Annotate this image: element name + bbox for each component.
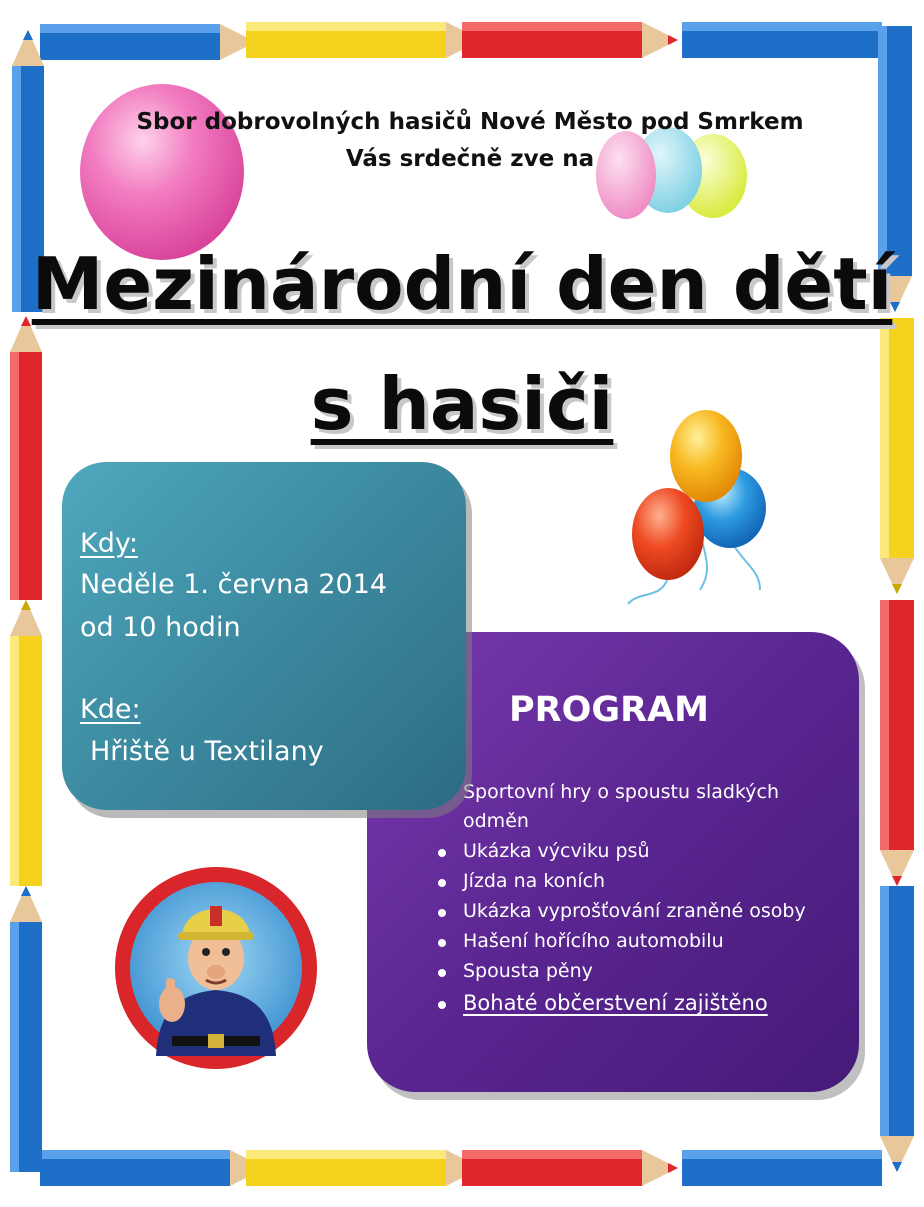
event-place: Hřiště u Textilany [90, 736, 324, 767]
program-list [463, 778, 843, 1019]
fireman-sam-badge [112, 866, 320, 1070]
event-date: Neděle 1. června 2014 [80, 569, 388, 600]
where-label: Kde: [80, 694, 141, 725]
program-item: Spousta pěny [463, 957, 843, 986]
program-item: Ukázka vyprošťování zraněné osoby [463, 897, 843, 926]
invite-line: Vás srdečně zve na [345, 146, 595, 172]
program-item: Jízda na koních [463, 867, 843, 896]
program-heading: PROGRAM [509, 690, 709, 730]
program-item: Hašení hořícího automobilu [463, 927, 843, 956]
program-item: Sportovní hry o spoustu sladkých odměn [463, 778, 843, 836]
event-title-line-2: s hasiči [310, 362, 614, 446]
organizer-line: Sbor dobrovolných hasičů Nové Město pod Smrkem [136, 109, 804, 135]
program-item-refreshments: Bohaté občerstvení zajištěno [463, 989, 843, 1018]
info-box [62, 462, 466, 810]
event-time: od 10 hodin [80, 612, 241, 643]
invitation-header [60, 104, 880, 178]
event-title-line-1: Mezinárodní den dětí [31, 242, 893, 326]
program-item: Ukázka výcviku psů [463, 837, 843, 866]
when-label: Kdy: [80, 528, 138, 559]
